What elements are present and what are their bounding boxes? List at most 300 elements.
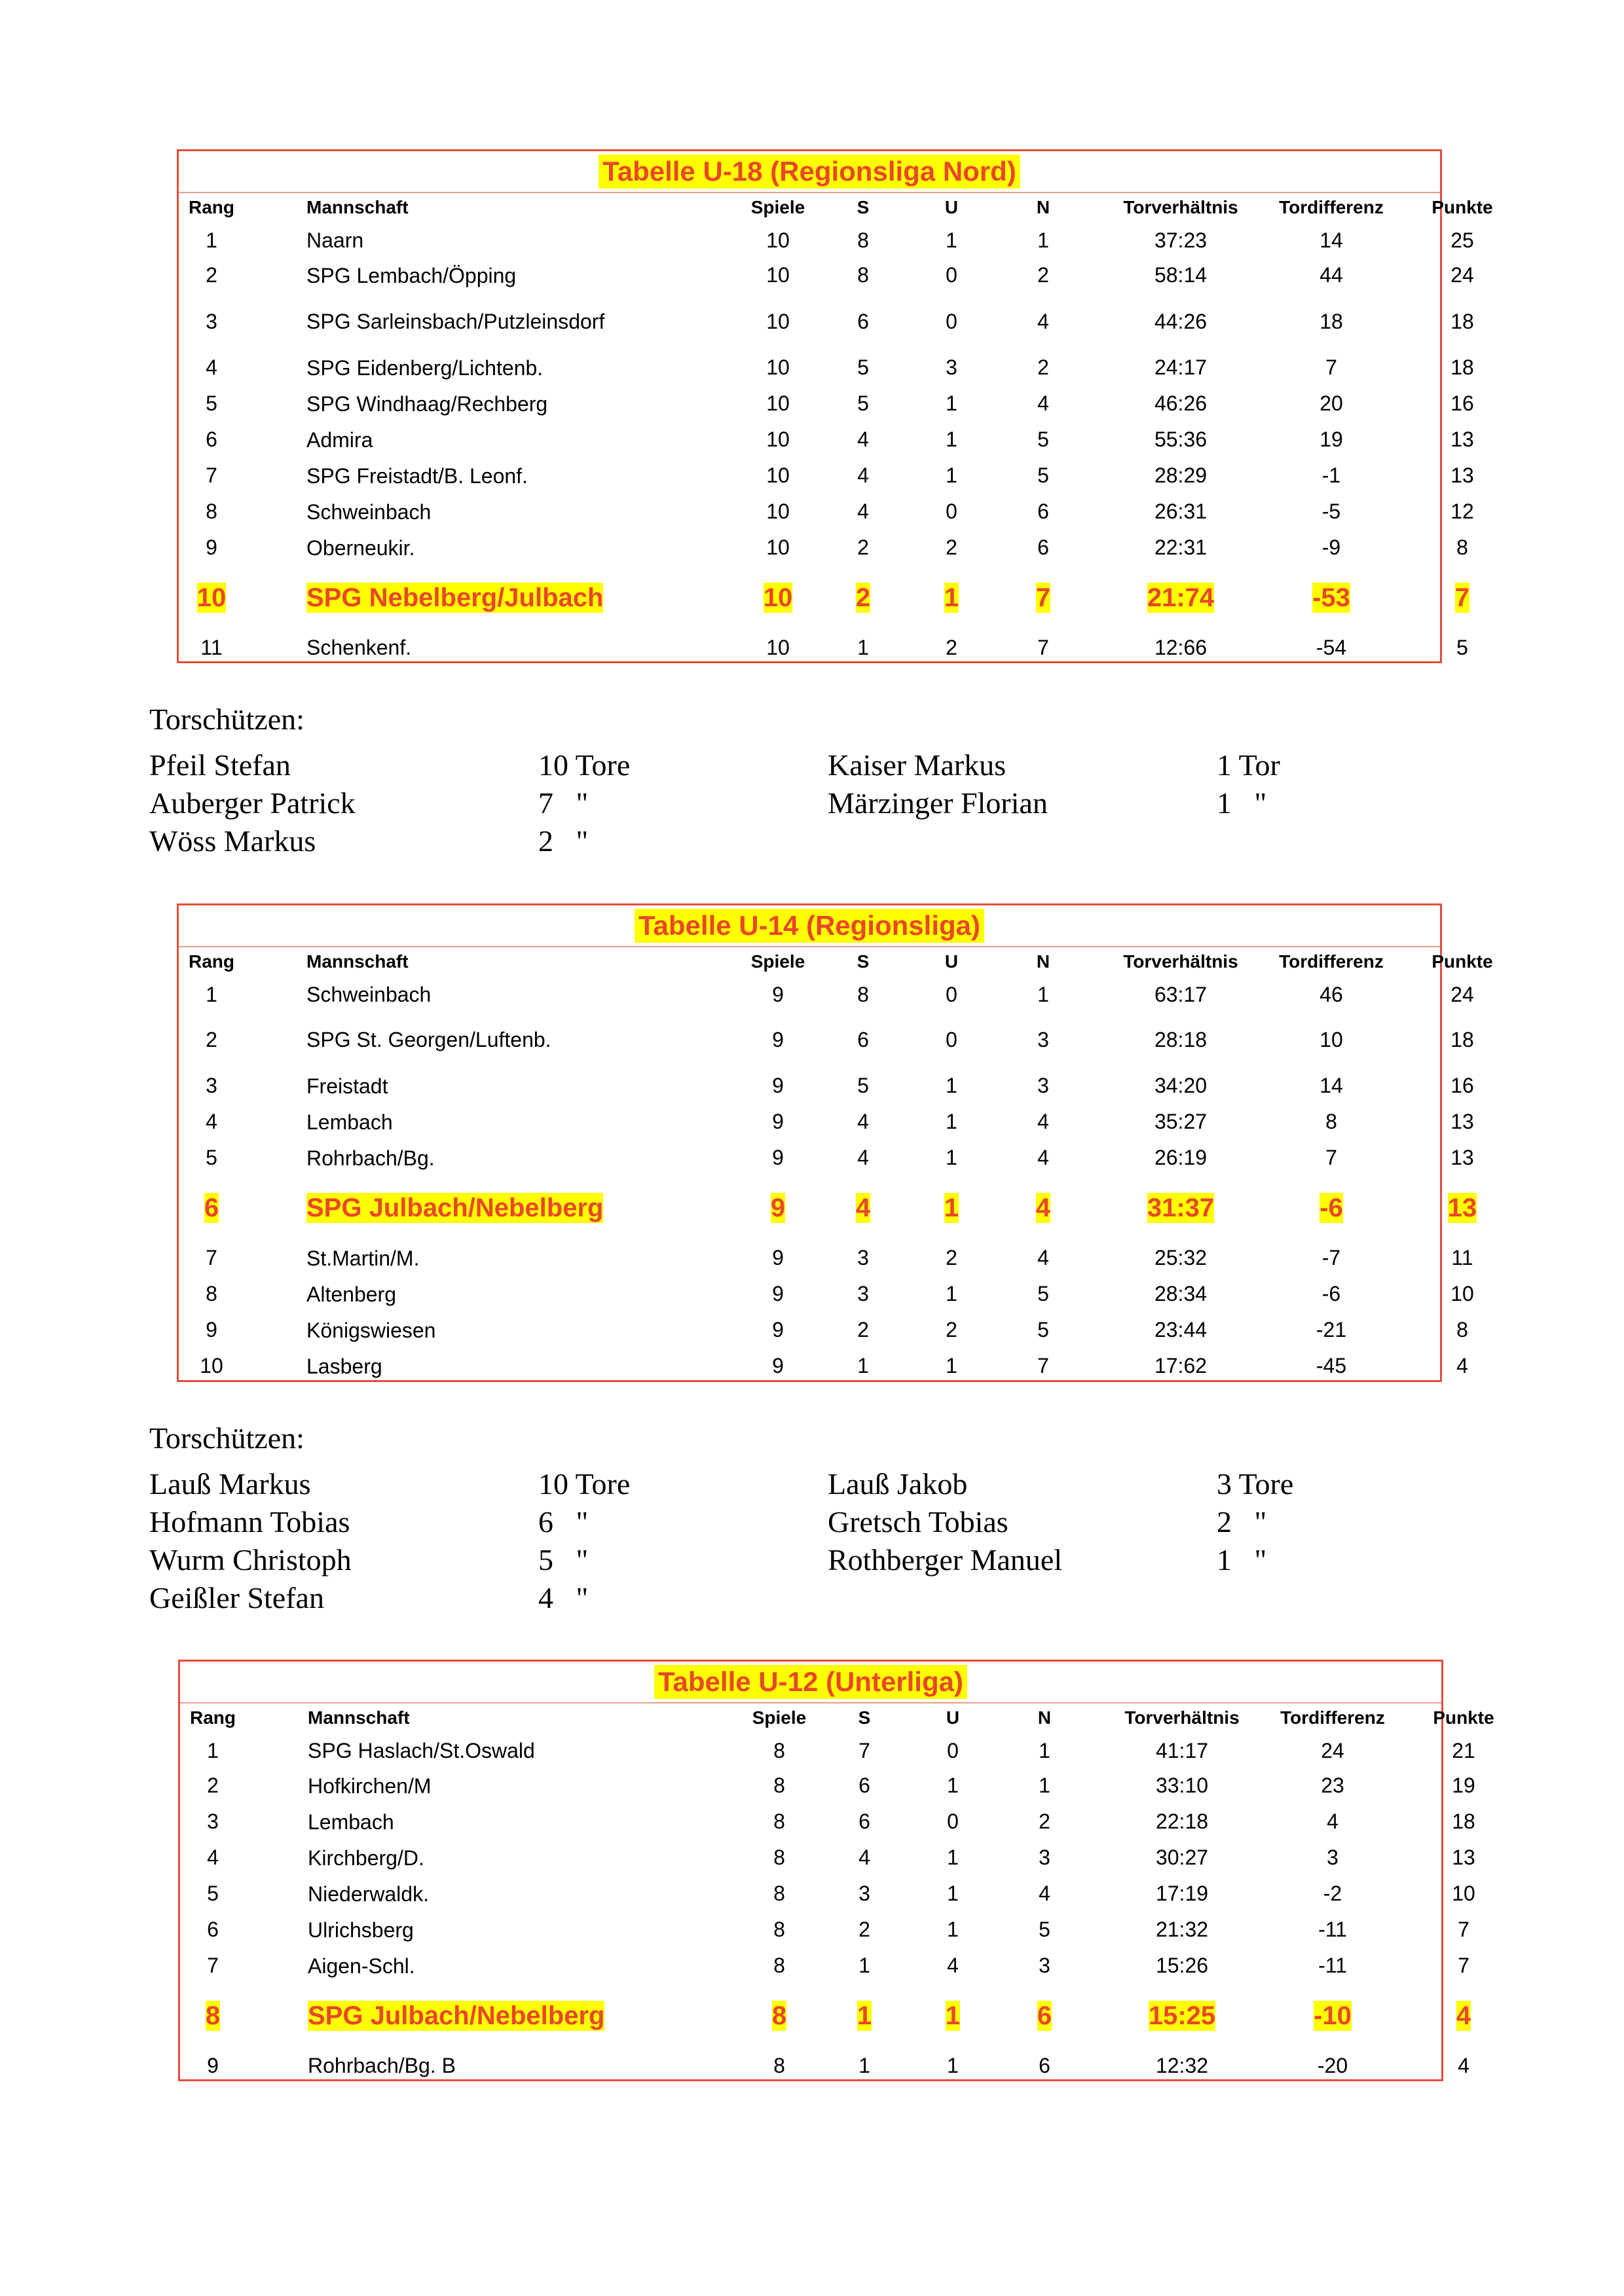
cell-spiele: 10 — [766, 392, 790, 415]
cell-value: SPG Julbach/Nebelberg — [308, 2001, 605, 2030]
cell-value: -10 — [1314, 2001, 1352, 2030]
cell-tordifferenz: 7 — [1325, 355, 1337, 379]
cell-punkte: 13 — [1450, 428, 1474, 451]
cell-u: 2 — [946, 536, 957, 559]
header-n: N — [1036, 951, 1050, 972]
table-row — [179, 422, 1474, 458]
cell-spiele: 10 — [766, 309, 790, 333]
scorers-heading: Torschützen: — [149, 702, 304, 736]
scorer-goals: 1 Tor — [1217, 748, 1280, 782]
cell-u: 0 — [946, 309, 957, 333]
scorer-goals: 6 " — [538, 1505, 589, 1539]
cell-rang: 5 — [207, 1882, 219, 1905]
cell-punkte: 24 — [1450, 263, 1474, 287]
cell-rang: 8 — [206, 1282, 217, 1305]
cell-spiele: 9 — [772, 1146, 784, 1169]
cell-punkte: 18 — [1452, 1810, 1475, 1833]
cell-value: SPG Nebelberg/Julbach — [306, 583, 604, 612]
cell-tordifferenz: 4 — [1327, 1810, 1338, 1833]
cell-torverhaeltnis: 15:26 — [1155, 1954, 1209, 1977]
cell-rang — [179, 566, 244, 630]
cell-value: 4 — [855, 1194, 871, 1222]
cell-n: 3 — [1039, 1846, 1050, 1869]
cell-u: 0 — [947, 1810, 959, 1833]
cell-punkte: 7 — [1458, 1954, 1469, 1977]
cell-rang: 10 — [200, 1354, 223, 1377]
table-row — [179, 257, 1474, 293]
cell-value: 1 — [945, 2001, 961, 2030]
cell-rang: 7 — [206, 1246, 217, 1269]
cell-team: Naarn — [306, 228, 364, 252]
cell-u — [930, 1984, 976, 2048]
cell-spiele: 8 — [773, 1774, 785, 1797]
header-punkte: Punkte — [1431, 951, 1493, 972]
cell-u: 1 — [946, 464, 957, 487]
cell-spiele: 10 — [766, 536, 790, 559]
cell-rang: 6 — [206, 428, 217, 451]
cell-punkte: 4 — [1458, 2053, 1469, 2077]
cell-punkte: 4 — [1456, 1354, 1468, 1377]
cell-spiele: 9 — [772, 1110, 784, 1133]
cell-punkte — [1405, 1984, 1522, 2048]
cell-n: 2 — [1037, 355, 1049, 379]
cell-n: 4 — [1037, 1146, 1049, 1169]
cell-tordifferenz: 14 — [1320, 1074, 1343, 1097]
cell-punkte: 8 — [1456, 1318, 1468, 1341]
cell-rang: 9 — [206, 1318, 217, 1341]
cell-torverhaeltnis — [1096, 1176, 1266, 1240]
cell-u — [929, 566, 974, 630]
scorer-name: Geißler Stefan — [149, 1581, 324, 1614]
header-spiele: Spiele — [750, 197, 805, 217]
cell-s: 7 — [858, 1738, 870, 1762]
scorer-goals: 4 " — [538, 1581, 589, 1614]
scorer-name: Pfeil Stefan — [149, 748, 291, 782]
scorer-goals: 5 " — [538, 1543, 589, 1576]
cell-value: SPG Julbach/Nebelberg — [306, 1194, 604, 1222]
cell-torverhaeltnis: 22:31 — [1154, 536, 1208, 559]
cell-torverhaeltnis: 26:31 — [1154, 500, 1208, 523]
table-row — [180, 1768, 1475, 1804]
cell-rang: 1 — [206, 228, 217, 252]
header-torverhaeltnis: Torverhältnis — [1123, 951, 1238, 972]
cell-value: 8 — [205, 2001, 221, 2030]
cell-punkte: 13 — [1450, 1146, 1474, 1169]
table-row-highlighted — [179, 566, 1470, 630]
cell-rang: 4 — [206, 1110, 217, 1133]
cell-tordifferenz: -6 — [1321, 1282, 1341, 1305]
cell-spiele: 8 — [773, 1738, 785, 1762]
cell-punkte: 25 — [1450, 228, 1474, 252]
cell-spiele — [743, 1984, 815, 2048]
cell-u: 1 — [947, 1918, 959, 1941]
cell-punkte: 7 — [1458, 1918, 1469, 1941]
cell-spiele: 8 — [773, 1810, 785, 1833]
cell-torverhaeltnis: 17:19 — [1155, 1882, 1209, 1905]
table-row — [180, 1912, 1469, 1948]
cell-n: 4 — [1037, 1246, 1049, 1269]
table-row — [179, 1011, 1474, 1068]
cell-spiele: 9 — [772, 1074, 784, 1097]
cell-tordifferenz: 3 — [1327, 1846, 1338, 1869]
cell-punkte: 16 — [1450, 1074, 1474, 1097]
cell-value: 1 — [944, 583, 959, 612]
cell-team: Rohrbach/Bg. B — [308, 2054, 456, 2077]
cell-n: 3 — [1037, 1027, 1049, 1051]
cell-rang: 8 — [206, 500, 217, 523]
header-n: N — [1036, 197, 1050, 217]
cell-torverhaeltnis: 21:32 — [1155, 1918, 1209, 1941]
cell-n — [1022, 1984, 1067, 2048]
cell-tordifferenz: 24 — [1321, 1738, 1344, 1762]
cell-n: 4 — [1037, 309, 1049, 333]
scorer-name: Lauß Jakob — [828, 1467, 968, 1501]
cell-u: 0 — [946, 982, 957, 1006]
cell-tordifferenz: 14 — [1320, 228, 1343, 252]
cell-tordifferenz: 19 — [1320, 428, 1343, 451]
scorer-name: Auberger Patrick — [149, 786, 356, 820]
cell-n: 5 — [1037, 1318, 1049, 1341]
cell-punkte: 18 — [1450, 1027, 1474, 1051]
cell-n — [1020, 1176, 1066, 1240]
cell-torverhaeltnis: 63:17 — [1154, 982, 1208, 1006]
cell-tordifferenz: 18 — [1320, 309, 1343, 333]
table-row — [179, 630, 1468, 665]
cell-n: 1 — [1037, 982, 1049, 1006]
cell-spiele: 10 — [766, 500, 790, 523]
cell-s: 3 — [857, 1282, 869, 1305]
header-rang: Rang — [189, 951, 234, 972]
cell-tordifferenz: 44 — [1320, 263, 1343, 287]
cell-spiele: 10 — [766, 228, 790, 252]
cell-u: 0 — [946, 1027, 957, 1051]
cell-n: 6 — [1039, 2053, 1050, 2077]
cell-n: 6 — [1037, 500, 1049, 523]
cell-team: SPG Eidenberg/Lichtenb. — [306, 355, 544, 380]
cell-rang — [180, 1984, 246, 2048]
cell-punkte — [1403, 1176, 1521, 1240]
scorer-goals: 1 " — [1217, 786, 1267, 820]
header-tordifferenz: Tordifferenz — [1279, 951, 1384, 972]
cell-n: 1 — [1039, 1738, 1050, 1762]
cell-u: 1 — [947, 1882, 959, 1905]
cell-tordifferenz — [1254, 1984, 1411, 2048]
cell-s: 4 — [858, 1846, 870, 1869]
cell-u: 1 — [946, 228, 957, 252]
cell-torverhaeltnis: 30:27 — [1155, 1846, 1209, 1869]
table-row — [180, 1948, 1469, 1984]
table-title-text: Tabelle U-14 (Regionsliga) — [635, 909, 984, 943]
cell-s: 4 — [857, 1146, 869, 1169]
cell-punkte: 21 — [1452, 1738, 1475, 1762]
header-spiele: Spiele — [750, 951, 805, 972]
cell-torverhaeltnis: 46:26 — [1154, 392, 1208, 415]
cell-u: 1 — [946, 1074, 957, 1097]
cell-n: 3 — [1037, 1074, 1049, 1097]
cell-team: Oberneukir. — [306, 536, 415, 560]
cell-torverhaeltnis: 26:19 — [1154, 1146, 1208, 1169]
cell-s: 2 — [857, 536, 869, 559]
cell-punkte: 8 — [1456, 536, 1468, 559]
table-row — [179, 1276, 1474, 1312]
cell-rang: 11 — [200, 635, 223, 659]
table-row-highlighted — [179, 1176, 1477, 1240]
cell-n: 1 — [1039, 1774, 1050, 1797]
cell-value: 15:25 — [1148, 2001, 1216, 2030]
cell-s: 1 — [858, 2053, 870, 2077]
header-tordifferenz: Tordifferenz — [1279, 197, 1384, 217]
cell-rang: 9 — [207, 2053, 219, 2077]
cell-s — [840, 566, 886, 630]
table-row — [179, 223, 1474, 257]
cell-s: 8 — [857, 982, 869, 1006]
cell-s — [840, 1176, 886, 1240]
cell-rang — [179, 1176, 244, 1240]
cell-punkte: 11 — [1451, 1246, 1473, 1269]
cell-tordifferenz: 46 — [1320, 982, 1343, 1006]
table-row — [179, 350, 1474, 386]
cell-rang: 7 — [206, 464, 217, 487]
header-s: S — [857, 197, 870, 217]
cell-spiele: 10 — [766, 464, 790, 487]
table-row — [180, 2048, 1469, 2083]
header-u: U — [944, 951, 959, 972]
cell-u: 3 — [946, 355, 957, 379]
cell-value: 31:37 — [1147, 1194, 1215, 1222]
cell-n — [1020, 566, 1066, 630]
cell-s: 1 — [857, 635, 869, 659]
cell-s: 6 — [858, 1774, 870, 1797]
table-row — [179, 530, 1468, 566]
cell-u: 1 — [947, 1774, 959, 1797]
cell-tordifferenz — [1253, 1176, 1410, 1240]
cell-spiele: 9 — [772, 982, 784, 1006]
table-row — [179, 494, 1474, 530]
cell-team: Schenkenf. — [306, 636, 412, 659]
cell-team: Lembach — [308, 1810, 394, 1834]
header-team: Mannschaft — [308, 1707, 410, 1728]
scorer-name: Rothberger Manuel — [828, 1543, 1063, 1576]
standings-table — [177, 149, 1493, 663]
cell-team — [306, 566, 673, 630]
cell-punkte: 10 — [1450, 1282, 1474, 1305]
cell-punkte: 12 — [1450, 500, 1474, 523]
cell-spiele: 8 — [773, 1954, 785, 1977]
cell-spiele: 10 — [766, 635, 790, 659]
cell-tordifferenz: -21 — [1316, 1318, 1347, 1341]
cell-tordifferenz: -5 — [1321, 500, 1341, 523]
cell-u: 0 — [946, 500, 957, 523]
cell-value: 13 — [1447, 1194, 1477, 1222]
cell-team: Lembach — [306, 1110, 393, 1134]
cell-spiele: 8 — [773, 1846, 785, 1869]
cell-rang: 4 — [207, 1846, 219, 1869]
table-header-row — [179, 192, 1493, 223]
cell-value: 4 — [1456, 2001, 1471, 2030]
cell-spiele: 9 — [772, 1246, 784, 1269]
cell-team: Freistadt — [306, 1074, 388, 1098]
cell-tordifferenz: -20 — [1317, 2053, 1348, 2077]
cell-team: Schweinbach — [306, 983, 432, 1006]
cell-punkte — [1403, 566, 1521, 630]
header-team: Mannschaft — [306, 951, 409, 972]
table-row — [180, 1840, 1475, 1876]
cell-spiele: 9 — [772, 1354, 784, 1377]
cell-torverhaeltnis: 34:20 — [1154, 1074, 1208, 1097]
cell-u: 0 — [946, 263, 957, 287]
cell-torverhaeltnis: 55:36 — [1154, 428, 1208, 451]
header-n: N — [1037, 1707, 1052, 1728]
cell-tordifferenz: 7 — [1325, 1146, 1337, 1169]
cell-u: 1 — [946, 1354, 957, 1377]
scorer-name: Wurm Christoph — [149, 1543, 352, 1576]
table-row — [179, 1140, 1474, 1176]
cell-value: 8 — [771, 2001, 787, 2030]
cell-torverhaeltnis: 28:34 — [1154, 1282, 1208, 1305]
cell-torverhaeltnis: 41:17 — [1155, 1738, 1209, 1762]
cell-s: 5 — [857, 355, 869, 379]
cell-tordifferenz: -11 — [1318, 1954, 1347, 1977]
cell-rang: 2 — [207, 1774, 219, 1797]
scorer-goals: 2 " — [538, 824, 589, 858]
cell-value: 2 — [855, 583, 871, 612]
cell-value: 1 — [857, 2001, 872, 2030]
table-row-highlighted — [180, 1984, 1471, 2048]
header-torverhaeltnis: Torverhältnis — [1124, 1707, 1240, 1728]
cell-spiele — [742, 1176, 814, 1240]
cell-s: 6 — [857, 309, 869, 333]
cell-n: 4 — [1037, 1110, 1049, 1133]
standings-table — [178, 1660, 1494, 2081]
cell-torverhaeltnis: 37:23 — [1154, 228, 1208, 252]
cell-rang: 4 — [206, 355, 217, 379]
scorer-name: Märzinger Florian — [828, 786, 1048, 820]
table-row — [179, 1104, 1474, 1140]
cell-value: 1 — [944, 1194, 959, 1222]
cell-team: St.Martin/M. — [306, 1246, 420, 1270]
cell-torverhaeltnis: 17:62 — [1154, 1354, 1208, 1377]
cell-torverhaeltnis: 12:32 — [1155, 2053, 1209, 2077]
cell-torverhaeltnis — [1097, 1984, 1267, 2048]
cell-n: 4 — [1039, 1882, 1050, 1905]
header-u: U — [946, 1707, 960, 1728]
cell-s: 4 — [857, 464, 869, 487]
cell-n: 4 — [1037, 392, 1049, 415]
cell-n: 5 — [1039, 1918, 1050, 1941]
cell-s — [841, 1984, 887, 2048]
cell-tordifferenz: -45 — [1316, 1354, 1347, 1377]
cell-punkte: 10 — [1452, 1882, 1475, 1905]
cell-n: 2 — [1039, 1810, 1050, 1833]
cell-team: SPG St. Georgen/Luftenb. — [306, 1028, 551, 1051]
cell-rang: 5 — [206, 392, 217, 415]
cell-u: 1 — [946, 1146, 957, 1169]
cell-torverhaeltnis: 28:29 — [1154, 464, 1208, 487]
cell-tordifferenz: -7 — [1321, 1246, 1341, 1269]
cell-spiele — [742, 566, 814, 630]
cell-tordifferenz: -54 — [1316, 635, 1347, 659]
cell-spiele: 10 — [766, 263, 790, 287]
scorer-name: Hofmann Tobias — [149, 1505, 350, 1539]
cell-rang: 9 — [206, 536, 217, 559]
cell-torverhaeltnis: 58:14 — [1154, 263, 1208, 287]
cell-tordifferenz: -9 — [1321, 536, 1341, 559]
cell-n: 5 — [1037, 1282, 1049, 1305]
scorer-goals: 10 Tore — [538, 1467, 631, 1501]
cell-team: Schweinbach — [306, 500, 432, 524]
table-row — [179, 1240, 1473, 1276]
cell-torverhaeltnis: 28:18 — [1154, 1027, 1208, 1051]
cell-spiele: 9 — [772, 1318, 784, 1341]
table-row — [180, 1876, 1475, 1912]
cell-u: 4 — [947, 1954, 959, 1977]
header-torverhaeltnis: Torverhältnis — [1123, 197, 1238, 217]
cell-team: SPG Lembach/Öpping — [306, 263, 517, 287]
cell-tordifferenz: -2 — [1323, 1882, 1342, 1905]
cell-team: Rohrbach/Bg. — [306, 1146, 435, 1170]
cell-rang: 3 — [207, 1810, 219, 1833]
cell-tordifferenz: -11 — [1318, 1918, 1347, 1941]
table-row — [179, 1312, 1468, 1348]
cell-u: 1 — [947, 1846, 959, 1869]
cell-torverhaeltnis: 33:10 — [1155, 1774, 1209, 1797]
cell-team: Niederwaldk. — [308, 1882, 429, 1906]
cell-team: Hofkirchen/M — [308, 1774, 432, 1798]
header-u: U — [944, 197, 959, 217]
cell-tordifferenz: 8 — [1325, 1110, 1337, 1133]
cell-s: 4 — [857, 500, 869, 523]
cell-torverhaeltnis: 23:44 — [1154, 1318, 1208, 1341]
cell-torverhaeltnis: 35:27 — [1154, 1110, 1208, 1133]
header-rang: Rang — [190, 1707, 236, 1728]
cell-torverhaeltnis: 24:17 — [1154, 355, 1208, 379]
cell-s: 8 — [857, 263, 869, 287]
table-row — [180, 1804, 1475, 1840]
cell-spiele: 8 — [773, 1882, 785, 1905]
scorers-section — [0, 1421, 1624, 1696]
cell-value: 9 — [770, 1194, 786, 1222]
table-title-text: Tabelle U-18 (Regionsliga Nord) — [599, 155, 1020, 189]
cell-punkte: 13 — [1450, 1110, 1474, 1133]
table-row — [179, 977, 1474, 1011]
cell-team — [308, 1984, 674, 2048]
cell-value: -6 — [1320, 1194, 1343, 1222]
cell-team: Kirchberg/D. — [308, 1846, 424, 1870]
cell-punkte: 13 — [1450, 464, 1474, 487]
cell-spiele: 10 — [766, 355, 790, 379]
scorer-goals: 7 " — [538, 786, 589, 820]
cell-rang: 1 — [207, 1738, 219, 1762]
cell-team: Königswiesen — [306, 1318, 436, 1342]
cell-s: 2 — [857, 1318, 869, 1341]
cell-punkte: 19 — [1452, 1774, 1475, 1797]
table-row — [179, 1068, 1474, 1104]
cell-value: 4 — [1035, 1194, 1051, 1222]
cell-s: 4 — [857, 428, 869, 451]
header-s: S — [858, 1707, 871, 1728]
cell-n: 6 — [1037, 536, 1049, 559]
cell-s: 5 — [857, 1074, 869, 1097]
cell-value: 7 — [1454, 583, 1470, 612]
cell-s: 3 — [858, 1882, 870, 1905]
cell-punkte: 18 — [1450, 309, 1474, 333]
cell-s: 2 — [858, 1918, 870, 1941]
cell-torverhaeltnis: 22:18 — [1155, 1810, 1209, 1833]
cell-rang: 2 — [206, 263, 217, 287]
cell-n: 2 — [1037, 263, 1049, 287]
cell-u: 2 — [946, 635, 957, 659]
cell-team — [306, 1176, 673, 1240]
